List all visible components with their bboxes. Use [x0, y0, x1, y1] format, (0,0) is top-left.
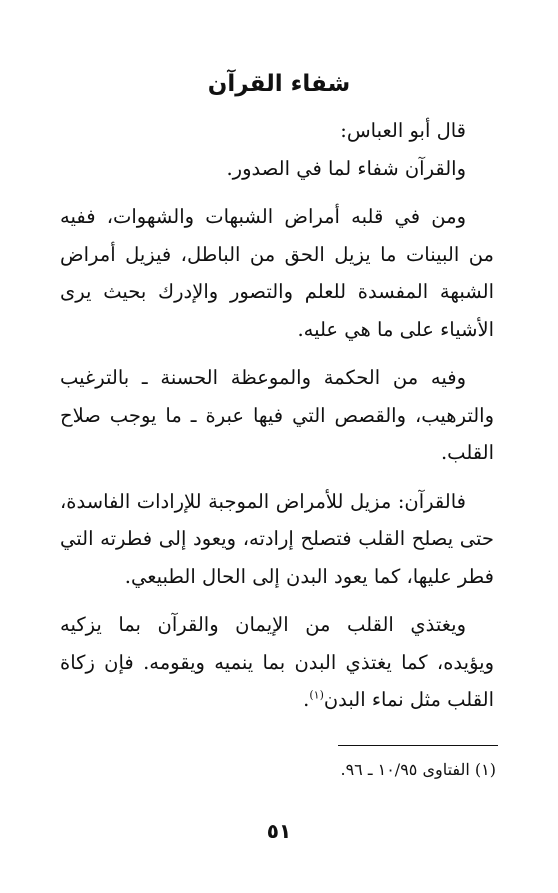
paragraph-nourishment-text: ويغتذي القلب من الإيمان والقرآن بما يزكيه ويؤيده، كما يغتذي البدن بما ينميه ويقومه. فإن زكاة القلب مثل نماء البدن: [60, 613, 494, 711]
body-text: [60, 112, 494, 719]
paragraph-quran-cure: والقرآن شفاء لما في الصدور.: [226, 156, 466, 180]
page-number: ٥١: [266, 819, 292, 843]
paragraph-end-period: .: [303, 688, 310, 711]
paragraph-nourishment: [60, 606, 494, 719]
paragraph-intro: قال أبو العباس:: [340, 119, 466, 142]
footnote: (١) الفتاوى ١٠/٩٥ ـ ٩٦.: [340, 760, 496, 779]
paragraph-doubts-desires: ومن في قلبه أمراض الشبهات والشهوات، ففيه من البينات ما يزيل الحق من الباطل، فيزيل أمراض الشبهة المفسدة للعلم والتصور والإدرك بحيث يرى الأشياء على ما هي عليه.: [60, 205, 494, 341]
footnote-divider: [338, 745, 498, 746]
page-title: شفاء القرآن: [207, 71, 351, 97]
footnote-reference[interactable]: (١): [309, 688, 324, 702]
paragraph-remover-of-diseases: فالقرآن: مزيل للأمراض الموجبة للإرادات الفاسدة، حتى يصلح القلب فتصلح إرادته، ويعود إلى فطرته التي فطر عليها، كما يعود البدن إلى الحال الطبيعي.: [60, 489, 494, 588]
paragraph-wisdom: وفيه من الحكمة والموعظة الحسنة ـ بالترغيب والترهيب، والقصص التي فيها عبرة ـ ما يوجب صلاح القلب.: [60, 366, 494, 464]
